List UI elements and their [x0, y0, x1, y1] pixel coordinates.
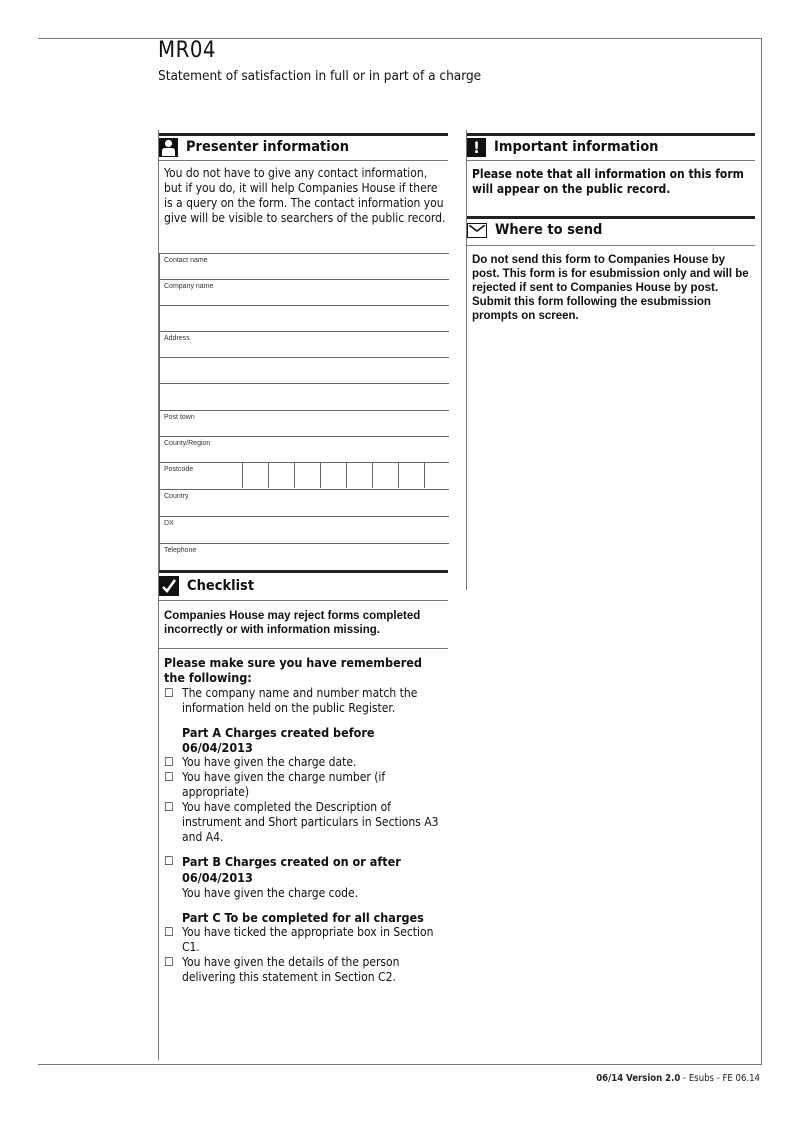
presenter-section-header — [159, 133, 448, 158]
where-to-send-rule — [467, 245, 755, 246]
part-c-text: To be completed for all charges — [220, 910, 424, 925]
postcode-box-4[interactable] — [320, 463, 346, 488]
list-item — [164, 755, 448, 770]
form-subtitle: Statement of satisfaction in full or in part of a charge — [158, 68, 482, 84]
country-field[interactable] — [159, 489, 449, 516]
checklist-items — [164, 686, 448, 985]
important-section-header — [467, 133, 755, 158]
part-a-heading — [182, 725, 448, 755]
postcode-box-7[interactable] — [398, 463, 424, 488]
checkmark-icon — [159, 576, 179, 596]
important-rule — [467, 160, 755, 161]
presenter-intro: You do not have to give any contact information, but if you do, it will help Companies House if there is a query on the form. The contact information you give will be visible to searchers of the public record. — [164, 166, 446, 225]
checklist-warning: Companies House may reject forms completed incorrectly or with information missing. — [164, 610, 421, 636]
postcode-box-1[interactable] — [242, 463, 268, 488]
postcode-box-3[interactable] — [294, 463, 320, 488]
where-to-send-section-header — [467, 216, 755, 241]
company-name-field[interactable] — [159, 279, 449, 306]
company-name-field-2[interactable] — [159, 305, 449, 332]
part-a-item-3: You have completed the Description of instrument and Short particulars in Sections A3 and A4. — [182, 800, 439, 844]
dx-field[interactable] — [159, 516, 449, 543]
list-item — [164, 955, 448, 985]
postcode-box-8[interactable] — [424, 463, 450, 488]
checkbox-icon[interactable]: ☐ — [164, 955, 174, 969]
checklist-rule-2 — [159, 648, 448, 649]
exclamation-icon: ! — [467, 138, 486, 157]
part-c-label: Part C — [182, 910, 221, 925]
presenter-title: Presenter information — [186, 139, 349, 155]
post-town-field[interactable] — [159, 410, 449, 437]
county-field[interactable] — [159, 436, 449, 463]
checkbox-icon[interactable]: ☐ — [164, 800, 174, 814]
address-label: Address — [164, 335, 190, 342]
address-field[interactable] — [159, 331, 449, 358]
list-item — [164, 854, 448, 901]
right-column-rule — [466, 130, 467, 590]
checklist-title: Checklist — [187, 578, 255, 594]
list-item — [164, 686, 448, 716]
bottom-rule — [38, 1064, 762, 1065]
checklist-item-1: The company name and number match the information held on the public Register. — [182, 686, 418, 715]
footer-suffix: - Esubs - FE 06.14 — [680, 1073, 760, 1084]
important-title: Important information — [494, 139, 659, 155]
envelope-icon — [467, 223, 487, 238]
part-c-item-1: You have ticked the appropriate box in Section C1. — [182, 925, 434, 954]
list-item — [164, 770, 448, 800]
part-a-item-1: You have given the charge date. — [182, 755, 357, 769]
right-rule — [761, 38, 762, 1064]
contact-name-field[interactable] — [159, 253, 449, 280]
checklist-remember-heading: Please make sure you have remembered the following: — [164, 655, 422, 685]
part-c-heading — [182, 910, 448, 925]
post-town-label: Post town — [164, 414, 195, 421]
postcode-field[interactable] — [159, 462, 449, 489]
postcode-label: Postcode — [164, 466, 194, 473]
where-to-send-text: Do not send this form to Companies House by post. This form is for esubmission only and will be rejected if sent to Companies House by post. Submit this form following the esubmission prompts on screen. — [472, 254, 749, 322]
address-field-3[interactable] — [159, 383, 449, 410]
form-id: MR04 — [158, 38, 217, 63]
checklist-section-header — [159, 570, 448, 599]
checkbox-icon[interactable]: ☐ — [164, 686, 174, 700]
contact-name-label: Contact name — [164, 257, 208, 264]
checkbox-icon[interactable]: ☐ — [164, 755, 174, 769]
top-rule — [38, 38, 762, 39]
footer-version-number: 06/14 Version 2.0 — [596, 1073, 681, 1084]
telephone-field[interactable] — [159, 543, 449, 570]
telephone-label: Telephone — [164, 547, 197, 554]
person-icon — [159, 138, 178, 157]
checkbox-icon[interactable]: ☐ — [164, 925, 174, 939]
part-b-label: Part B — [182, 854, 221, 869]
postcode-box-2[interactable] — [268, 463, 294, 488]
address-field-2[interactable] — [159, 357, 449, 384]
part-a-text: Charges created before 06/04/2013 — [182, 725, 375, 755]
list-item — [164, 925, 448, 955]
county-label: County/Region — [164, 440, 211, 447]
list-item — [164, 800, 448, 845]
checkbox-icon[interactable]: ☐ — [164, 770, 174, 784]
important-text: Please note that all information on this form will appear on the public record. — [472, 167, 744, 196]
footer-version — [596, 1073, 760, 1084]
part-a-label: Part A — [182, 725, 222, 740]
part-a-item-2: You have given the charge number (if appropriate) — [182, 770, 386, 799]
where-to-send-title: Where to send — [495, 222, 603, 238]
part-c-item-2: You have given the details of the person delivering this statement in Section C2. — [182, 955, 400, 984]
postcode-box-5[interactable] — [346, 463, 372, 488]
part-b-item-1: You have given the charge code. — [182, 886, 359, 900]
company-name-label: Company name — [164, 283, 214, 290]
checkbox-icon[interactable]: ☐ — [164, 854, 174, 868]
postcode-box-6[interactable] — [372, 463, 398, 488]
checklist-rule-1 — [159, 600, 448, 601]
country-label: Country — [164, 493, 189, 500]
part-b-heading — [182, 854, 401, 885]
dx-label: DX — [164, 520, 174, 527]
presenter-intro-rule — [159, 160, 448, 161]
part-b-text: Charges created on or after 06/04/2013 — [182, 854, 401, 885]
